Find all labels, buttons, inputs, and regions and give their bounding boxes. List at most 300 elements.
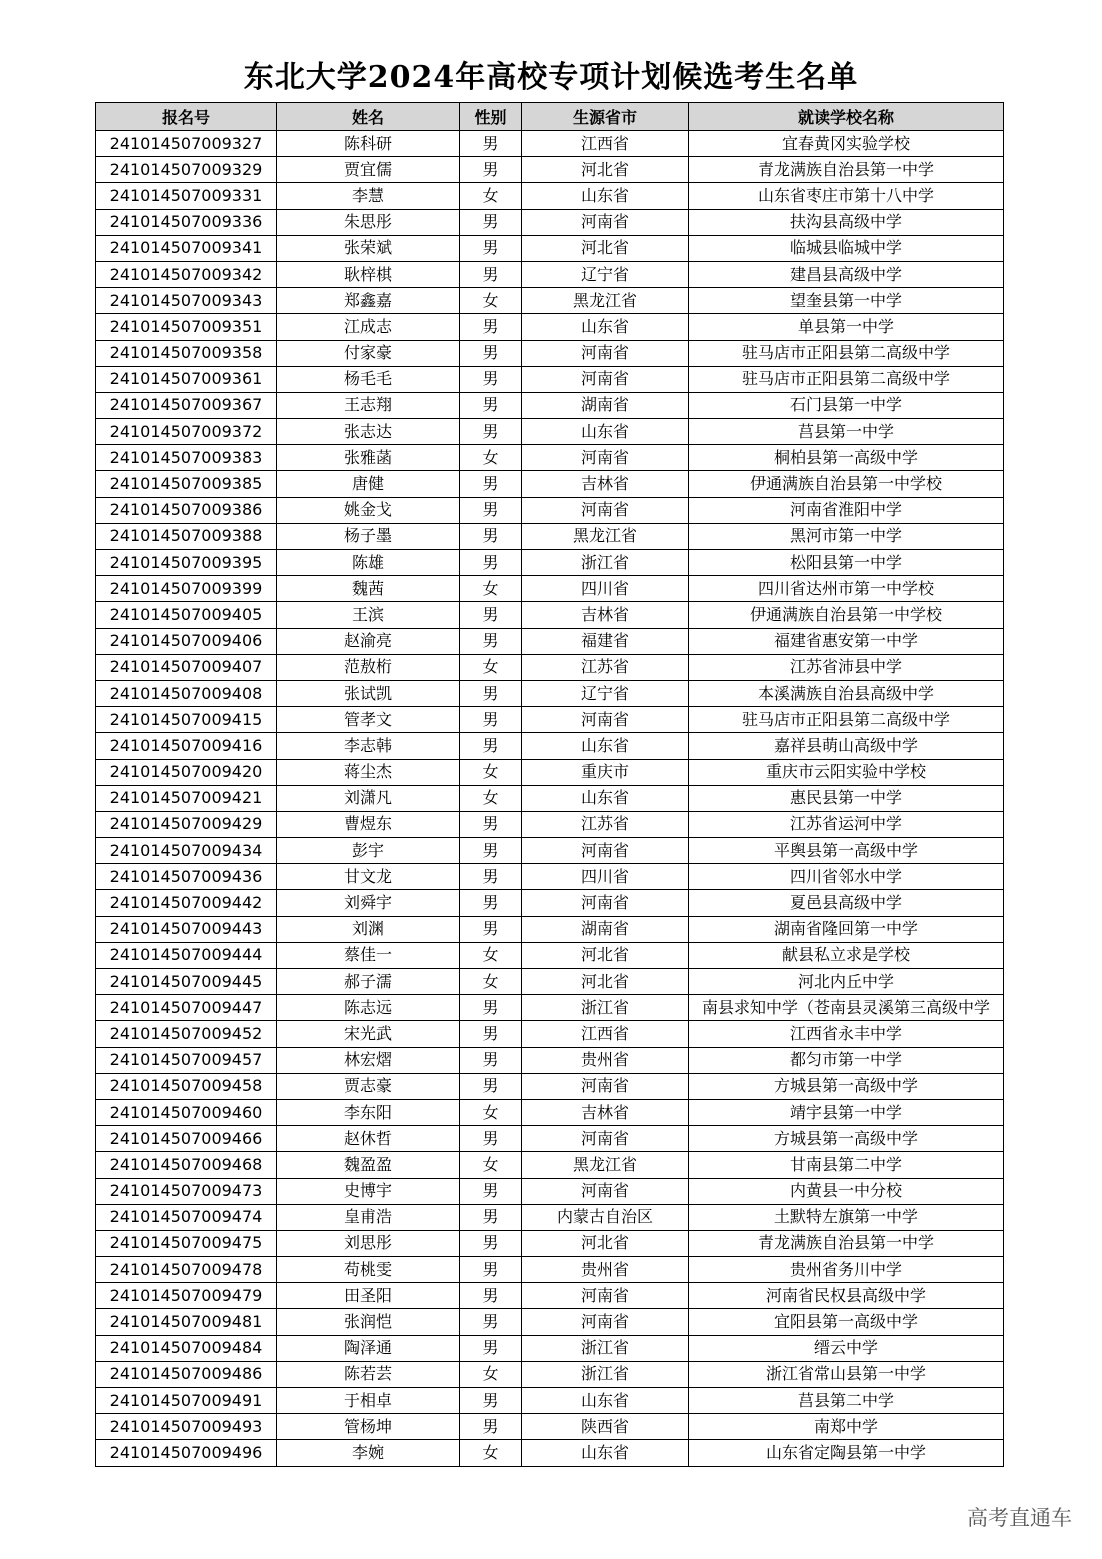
school-name-text: 湖南省隆回第一中学 [773, 919, 918, 939]
province-cell: 江西省 [522, 1021, 689, 1047]
registration-no-cell: 241014507009436 [96, 864, 277, 890]
school-cell [689, 785, 1004, 811]
registration-no-cell: 241014507009407 [96, 654, 277, 680]
table-row [96, 576, 1004, 602]
registration-no-cell: 241014507009331 [96, 183, 277, 209]
registration-no-cell: 241014507009327 [96, 131, 277, 157]
name-cell: 管孝文 [277, 707, 460, 733]
gender-cell: 男 [460, 209, 522, 235]
table-row [96, 890, 1004, 916]
registration-no-cell: 241014507009343 [96, 288, 277, 314]
table-row [96, 366, 1004, 392]
name-cell: 刘舜宇 [277, 890, 460, 916]
gender-cell: 女 [460, 445, 522, 471]
name-cell: 陶泽通 [277, 1335, 460, 1361]
province-cell: 辽宁省 [522, 680, 689, 706]
table-row [96, 235, 1004, 261]
table-row [96, 1073, 1004, 1099]
table-row [96, 785, 1004, 811]
province-cell: 山东省 [522, 1388, 689, 1414]
school-cell [689, 1440, 1004, 1466]
province-cell: 河南省 [522, 1283, 689, 1309]
province-cell: 吉林省 [522, 1099, 689, 1125]
name-cell: 杨毛毛 [277, 366, 460, 392]
province-cell: 四川省 [522, 576, 689, 602]
school-cell [689, 969, 1004, 995]
province-cell: 吉林省 [522, 471, 689, 497]
name-cell: 李慧 [277, 183, 460, 209]
province-cell: 四川省 [522, 864, 689, 890]
school-name-text: 伊通满族自治县第一中学校 [749, 474, 942, 494]
table-row [96, 1021, 1004, 1047]
gender-cell: 男 [460, 550, 522, 576]
gender-cell: 女 [460, 1361, 522, 1387]
province-cell: 浙江省 [522, 1335, 689, 1361]
gender-cell: 男 [460, 916, 522, 942]
gender-cell: 女 [460, 654, 522, 680]
name-cell: 苟桃雯 [277, 1257, 460, 1283]
school-name-text: 内黄县一中分校 [789, 1181, 902, 1201]
school-name-text: 献县私立求是学校 [781, 945, 910, 965]
name-cell: 田圣阳 [277, 1283, 460, 1309]
school-name-text: 土默特左旗第一中学 [773, 1207, 918, 1227]
gender-cell: 女 [460, 576, 522, 602]
school-cell [689, 995, 1004, 1021]
school-cell [689, 602, 1004, 628]
name-cell: 皇甫浩 [277, 1204, 460, 1230]
gender-cell: 男 [460, 419, 522, 445]
school-name-text: 河北内丘中学 [797, 971, 894, 991]
province-cell: 河南省 [522, 1126, 689, 1152]
school-cell [689, 550, 1004, 576]
school-cell [689, 1283, 1004, 1309]
gender-cell: 男 [460, 1073, 522, 1099]
school-name-text: 驻马店市正阳县第二高级中学 [741, 343, 950, 363]
school-cell [689, 523, 1004, 549]
school-name-text: 本溪满族自治县高级中学 [757, 683, 934, 703]
gender-cell: 男 [460, 1414, 522, 1440]
school-cell [689, 366, 1004, 392]
province-cell: 河南省 [522, 445, 689, 471]
table-row [96, 1230, 1004, 1256]
school-cell [689, 733, 1004, 759]
gender-cell: 男 [460, 838, 522, 864]
registration-no-cell: 241014507009372 [96, 419, 277, 445]
province-cell: 内蒙古自治区 [522, 1204, 689, 1230]
registration-no-cell: 241014507009444 [96, 942, 277, 968]
school-name-text: 江苏省运河中学 [789, 814, 902, 834]
province-cell: 江西省 [522, 131, 689, 157]
name-cell: 唐健 [277, 471, 460, 497]
gender-cell: 男 [460, 340, 522, 366]
gender-cell: 男 [460, 1335, 522, 1361]
province-cell: 河南省 [522, 209, 689, 235]
province-cell: 河南省 [522, 340, 689, 366]
name-cell: 王滨 [277, 602, 460, 628]
school-name-text: 青龙满族自治县第一中学 [757, 159, 934, 179]
table-row [96, 811, 1004, 837]
gender-cell: 男 [460, 1388, 522, 1414]
registration-no-cell: 241014507009486 [96, 1361, 277, 1387]
school-cell [689, 1309, 1004, 1335]
school-name-text: 单县第一中学 [797, 316, 894, 336]
registration-no-cell: 241014507009420 [96, 759, 277, 785]
registration-no-cell: 241014507009445 [96, 969, 277, 995]
gender-cell: 男 [460, 811, 522, 837]
name-cell: 李东阳 [277, 1099, 460, 1125]
province-cell: 河南省 [522, 497, 689, 523]
name-cell: 于相卓 [277, 1388, 460, 1414]
gender-cell: 男 [460, 1047, 522, 1073]
gender-cell: 男 [460, 1126, 522, 1152]
table-row [96, 261, 1004, 287]
gender-cell: 男 [460, 1204, 522, 1230]
school-name-text: 松阳县第一中学 [789, 552, 902, 572]
province-cell: 湖南省 [522, 392, 689, 418]
registration-no-cell: 241014507009367 [96, 392, 277, 418]
gender-cell: 女 [460, 1099, 522, 1125]
province-cell: 河南省 [522, 707, 689, 733]
name-cell: 甘文龙 [277, 864, 460, 890]
province-cell: 江苏省 [522, 811, 689, 837]
name-cell: 管杨坤 [277, 1414, 460, 1440]
school-name-text: 桐柏县第一高级中学 [773, 447, 918, 467]
school-name-text: 河南省淮阳中学 [789, 500, 902, 520]
school-name-text: 黑河市第一中学 [789, 526, 902, 546]
registration-no-cell: 241014507009406 [96, 628, 277, 654]
school-name-text: 驻马店市正阳县第二高级中学 [741, 369, 950, 389]
school-name-text: 四川省邻水中学 [789, 866, 902, 886]
table-row [96, 471, 1004, 497]
gender-cell: 女 [460, 1440, 522, 1466]
registration-no-cell: 241014507009452 [96, 1021, 277, 1047]
province-cell: 河南省 [522, 838, 689, 864]
school-name-text: 望奎县第一中学 [789, 290, 902, 310]
school-cell [689, 628, 1004, 654]
province-cell: 山东省 [522, 785, 689, 811]
table-row [96, 628, 1004, 654]
registration-no-cell: 241014507009443 [96, 916, 277, 942]
province-cell: 山东省 [522, 1440, 689, 1466]
registration-no-cell: 241014507009408 [96, 680, 277, 706]
province-cell: 浙江省 [522, 550, 689, 576]
table-row [96, 733, 1004, 759]
registration-no-cell: 241014507009416 [96, 733, 277, 759]
registration-no-cell: 241014507009473 [96, 1178, 277, 1204]
gender-cell: 男 [460, 1230, 522, 1256]
name-cell: 张雅菡 [277, 445, 460, 471]
table-row [96, 209, 1004, 235]
table-row [96, 1178, 1004, 1204]
name-cell: 张荣斌 [277, 235, 460, 261]
name-cell: 朱思彤 [277, 209, 460, 235]
province-cell: 贵州省 [522, 1257, 689, 1283]
gender-cell: 男 [460, 157, 522, 183]
name-cell: 陈若芸 [277, 1361, 460, 1387]
name-cell: 江成志 [277, 314, 460, 340]
gender-cell: 男 [460, 733, 522, 759]
registration-no-cell: 241014507009479 [96, 1283, 277, 1309]
name-cell: 贾宜儒 [277, 157, 460, 183]
registration-no-cell: 241014507009361 [96, 366, 277, 392]
province-cell: 重庆市 [522, 759, 689, 785]
school-name-text: 重庆市云阳实验中学校 [765, 762, 926, 782]
name-cell: 付家豪 [277, 340, 460, 366]
table-row [96, 838, 1004, 864]
registration-no-cell: 241014507009336 [96, 209, 277, 235]
table-row [96, 1388, 1004, 1414]
registration-no-cell: 241014507009329 [96, 157, 277, 183]
table-row [96, 131, 1004, 157]
table-row [96, 1309, 1004, 1335]
gender-cell: 男 [460, 602, 522, 628]
table-row [96, 1126, 1004, 1152]
registration-no-cell: 241014507009481 [96, 1309, 277, 1335]
school-cell [689, 1335, 1004, 1361]
school-cell [689, 1073, 1004, 1099]
school-cell [689, 471, 1004, 497]
table-row [96, 314, 1004, 340]
table-row [96, 864, 1004, 890]
province-cell: 山东省 [522, 733, 689, 759]
school-cell [689, 576, 1004, 602]
school-name-text: 山东省枣庄市第十八中学 [757, 185, 934, 205]
registration-no-cell: 241014507009493 [96, 1414, 277, 1440]
province-cell: 黑龙江省 [522, 523, 689, 549]
table-row [96, 419, 1004, 445]
school-name-text: 缙云中学 [813, 1338, 878, 1358]
gender-cell: 女 [460, 785, 522, 811]
name-cell: 刘潇凡 [277, 785, 460, 811]
table-row [96, 183, 1004, 209]
name-cell: 李婉 [277, 1440, 460, 1466]
table-row [96, 445, 1004, 471]
school-name-text: 方城县第一高级中学 [773, 1076, 918, 1096]
school-cell [689, 1126, 1004, 1152]
school-name-text: 莒县第二中学 [797, 1390, 894, 1410]
school-cell [689, 811, 1004, 837]
province-cell: 河南省 [522, 1309, 689, 1335]
gender-cell: 男 [460, 497, 522, 523]
gender-cell: 男 [460, 261, 522, 287]
table-header-row [96, 103, 1004, 131]
column-header-gender: 性别 [460, 103, 522, 131]
gender-cell: 男 [460, 366, 522, 392]
name-cell: 魏茜 [277, 576, 460, 602]
province-cell: 山东省 [522, 183, 689, 209]
table-row [96, 392, 1004, 418]
name-cell: 张润恺 [277, 1309, 460, 1335]
column-header-school: 就读学校名称 [689, 103, 1004, 131]
name-cell: 林宏熠 [277, 1047, 460, 1073]
school-name-text: 青龙满族自治县第一中学 [757, 1233, 934, 1253]
school-name-text: 浙江省常山县第一中学 [765, 1364, 926, 1384]
school-cell [689, 392, 1004, 418]
school-cell [689, 654, 1004, 680]
gender-cell: 男 [460, 235, 522, 261]
school-cell [689, 261, 1004, 287]
province-cell: 黑龙江省 [522, 288, 689, 314]
registration-no-cell: 241014507009478 [96, 1257, 277, 1283]
table-body [96, 131, 1004, 1467]
province-cell: 山东省 [522, 419, 689, 445]
registration-no-cell: 241014507009342 [96, 261, 277, 287]
candidate-table [95, 102, 1004, 1467]
school-cell [689, 1414, 1004, 1440]
name-cell: 蔡佳一 [277, 942, 460, 968]
table-row [96, 1414, 1004, 1440]
gender-cell: 男 [460, 314, 522, 340]
name-cell: 王志翔 [277, 392, 460, 418]
registration-no-cell: 241014507009466 [96, 1126, 277, 1152]
school-cell [689, 288, 1004, 314]
province-cell: 河南省 [522, 890, 689, 916]
registration-no-cell: 241014507009491 [96, 1388, 277, 1414]
registration-no-cell: 241014507009395 [96, 550, 277, 576]
name-cell: 魏盈盈 [277, 1152, 460, 1178]
gender-cell: 男 [460, 1178, 522, 1204]
province-cell: 河北省 [522, 235, 689, 261]
gender-cell: 男 [460, 995, 522, 1021]
school-cell [689, 864, 1004, 890]
table-row [96, 1204, 1004, 1230]
school-cell [689, 235, 1004, 261]
school-cell [689, 340, 1004, 366]
province-cell: 河北省 [522, 1230, 689, 1256]
school-name-text: 建昌县高级中学 [789, 264, 902, 284]
school-cell [689, 1230, 1004, 1256]
gender-cell: 男 [460, 890, 522, 916]
table-row [96, 680, 1004, 706]
column-header-province: 生源省市 [522, 103, 689, 131]
school-name-text: 江苏省沛县中学 [789, 657, 902, 677]
province-cell: 浙江省 [522, 995, 689, 1021]
registration-no-cell: 241014507009434 [96, 838, 277, 864]
table-row [96, 1152, 1004, 1178]
gender-cell: 男 [460, 680, 522, 706]
school-cell [689, 419, 1004, 445]
name-cell: 刘思彤 [277, 1230, 460, 1256]
province-cell: 河北省 [522, 157, 689, 183]
registration-no-cell: 241014507009351 [96, 314, 277, 340]
school-cell [689, 1257, 1004, 1283]
province-cell: 湖南省 [522, 916, 689, 942]
table-row [96, 969, 1004, 995]
registration-no-cell: 241014507009474 [96, 1204, 277, 1230]
name-cell: 宋光武 [277, 1021, 460, 1047]
table-row [96, 1361, 1004, 1387]
school-name-text: 南县求知中学（苍南县灵溪第三高级中学 [701, 997, 990, 1017]
registration-no-cell: 241014507009358 [96, 340, 277, 366]
school-name-text: 临城县临城中学 [789, 238, 902, 258]
school-cell [689, 1178, 1004, 1204]
name-cell: 陈雄 [277, 550, 460, 576]
gender-cell: 女 [460, 1152, 522, 1178]
school-cell [689, 1099, 1004, 1125]
table-row [96, 497, 1004, 523]
table-row [96, 340, 1004, 366]
registration-no-cell: 241014507009399 [96, 576, 277, 602]
registration-no-cell: 241014507009421 [96, 785, 277, 811]
table-row [96, 1047, 1004, 1073]
registration-no-cell: 241014507009447 [96, 995, 277, 1021]
school-cell [689, 707, 1004, 733]
table-row [96, 602, 1004, 628]
registration-no-cell: 241014507009484 [96, 1335, 277, 1361]
school-name-text: 福建省惠安第一中学 [773, 631, 918, 651]
school-name-text: 南郑中学 [813, 1416, 878, 1436]
registration-no-cell: 241014507009386 [96, 497, 277, 523]
table-row [96, 288, 1004, 314]
province-cell: 吉林省 [522, 602, 689, 628]
name-cell: 耿梓棋 [277, 261, 460, 287]
school-cell [689, 131, 1004, 157]
table-row [96, 523, 1004, 549]
school-cell [689, 759, 1004, 785]
gender-cell: 女 [460, 759, 522, 785]
school-cell [689, 445, 1004, 471]
gender-cell: 男 [460, 131, 522, 157]
gender-cell: 男 [460, 864, 522, 890]
name-cell: 姚金戈 [277, 497, 460, 523]
school-name-text: 惠民县第一中学 [789, 788, 902, 808]
gender-cell: 女 [460, 288, 522, 314]
province-cell: 河南省 [522, 366, 689, 392]
registration-no-cell: 241014507009468 [96, 1152, 277, 1178]
school-cell [689, 838, 1004, 864]
school-name-text: 江西省永丰中学 [789, 1023, 902, 1043]
school-name-text: 宜春黄冈实验学校 [781, 133, 910, 153]
name-cell: 杨子墨 [277, 523, 460, 549]
registration-no-cell: 241014507009415 [96, 707, 277, 733]
registration-no-cell: 241014507009341 [96, 235, 277, 261]
table-row [96, 654, 1004, 680]
table-row [96, 995, 1004, 1021]
registration-no-cell: 241014507009442 [96, 890, 277, 916]
school-name-text: 四川省达州市第一中学校 [757, 578, 934, 598]
school-name-text: 嘉祥县萌山高级中学 [773, 735, 918, 755]
page-title: 东北大学2024年高校专项计划候选考生名单 [243, 60, 859, 95]
gender-cell: 男 [460, 1257, 522, 1283]
province-cell: 陕西省 [522, 1414, 689, 1440]
gender-cell: 男 [460, 1309, 522, 1335]
gender-cell: 女 [460, 969, 522, 995]
gender-cell: 男 [460, 523, 522, 549]
school-name-text: 甘南县第二中学 [789, 1154, 902, 1174]
school-cell [689, 916, 1004, 942]
province-cell: 河北省 [522, 942, 689, 968]
table-row [96, 550, 1004, 576]
registration-no-cell: 241014507009475 [96, 1230, 277, 1256]
province-cell: 贵州省 [522, 1047, 689, 1073]
registration-no-cell: 241014507009457 [96, 1047, 277, 1073]
school-name-text: 宜阳县第一高级中学 [773, 1312, 918, 1332]
name-cell: 贾志豪 [277, 1073, 460, 1099]
name-cell: 曹煜东 [277, 811, 460, 837]
table-row [96, 707, 1004, 733]
table-row [96, 1440, 1004, 1466]
name-cell: 李志韩 [277, 733, 460, 759]
province-cell: 江苏省 [522, 654, 689, 680]
school-name-text: 石门县第一中学 [789, 395, 902, 415]
registration-no-cell: 241014507009460 [96, 1099, 277, 1125]
school-name-text: 河南省民权县高级中学 [765, 1285, 926, 1305]
school-cell [689, 157, 1004, 183]
table-row [96, 1335, 1004, 1361]
gender-cell: 男 [460, 471, 522, 497]
school-name-text: 贵州省务川中学 [789, 1259, 902, 1279]
table-row [96, 157, 1004, 183]
